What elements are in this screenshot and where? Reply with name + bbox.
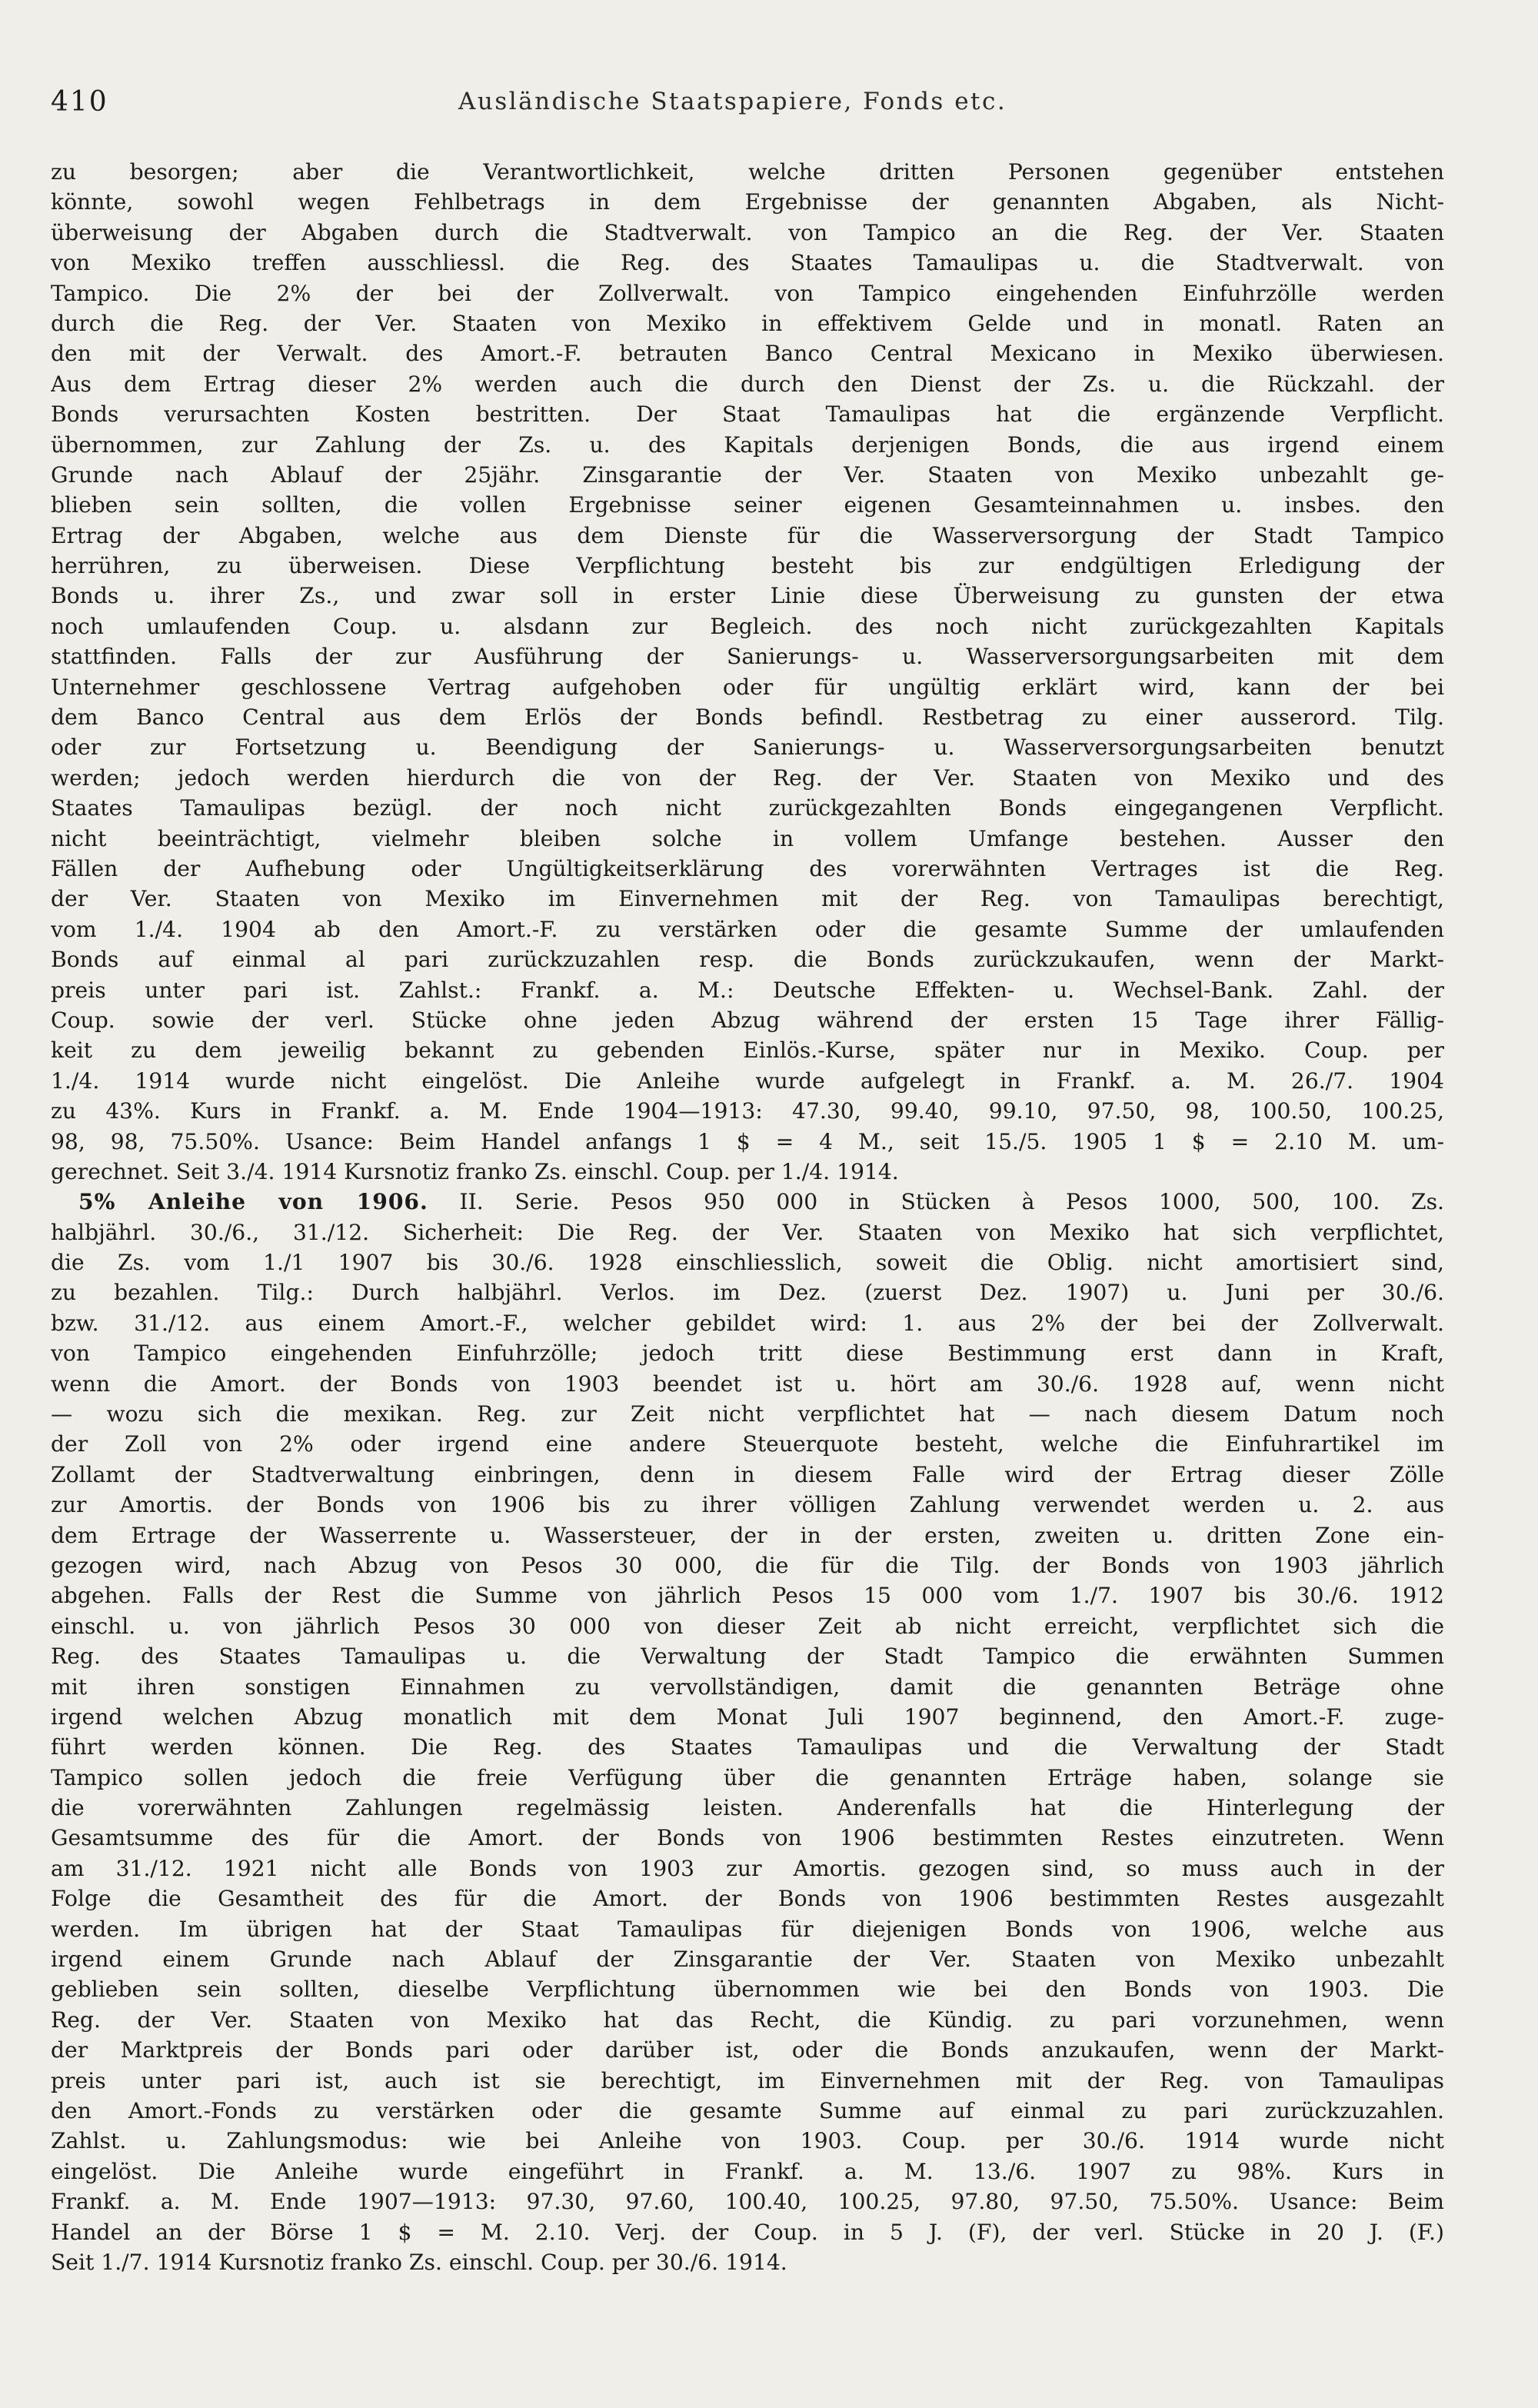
- text-line: gezogen wird, nach Abzug von Pesos 30 000, die für die Tilg. der Bonds von 1903 jährlich: [51, 1552, 1444, 1578]
- text-line: Bonds verursachten Kosten bestritten. Der Staat Tamaulipas hat die ergänzende Verpflicht.: [51, 401, 1444, 428]
- text-line: 1./4. 1914 wurde nicht eingelöst. Die Anleihe wurde aufgelegt in Frankf. a. M. 26./7. 1904: [51, 1067, 1444, 1094]
- text-line: der Marktpreis der Bonds pari oder darüber ist, oder die Bonds anzukaufen, wenn der Markt-: [51, 2037, 1444, 2063]
- text-line: zu bezahlen. Tilg.: Durch halbjährl. Verlos. im Dez. (zuerst Dez. 1907) u. Juni per 30./6.: [51, 1280, 1444, 1306]
- page-header: [51, 86, 1481, 129]
- body-text: [51, 157, 1444, 2277]
- section-title: 5% Anleihe von 1906.: [78, 1189, 428, 1215]
- text-line: zur Amortis. der Bonds von 1906 bis zu ihrer völligen Zahlung verwendet werden u. 2. aus: [51, 1492, 1444, 1518]
- text-line: Folge die Gesamtheit des für die Amort. der Bonds von 1906 bestimmten Restes ausgezahlt: [51, 1886, 1444, 1912]
- text-line: noch umlaufenden Coup. u. alsdann zur Begleich. des noch nicht zurückgezahlten Kapitals: [51, 613, 1444, 639]
- page-number: 410: [51, 86, 108, 118]
- text-line: von Mexiko treffen ausschliessl. die Reg. des Staates Tamaulipas u. die Stadtverwalt. von: [51, 250, 1444, 276]
- text-line: Aus dem Ertrag dieser 2% werden auch die durch den Dienst der Zs. u. die Rückzahl. der: [51, 371, 1444, 397]
- text-line: Fällen der Aufhebung oder Ungültigkeitserklärung des vorerwähnten Vertrages ist die Reg.: [51, 855, 1444, 881]
- text-line: könnte, sowohl wegen Fehlbetrags in dem Ergebnisse der genannten Abgaben, als Nicht-: [51, 189, 1444, 215]
- text-line: überweisung der Abgaben durch die Stadtverwalt. von Tampico an die Reg. der Ver. Staaten: [51, 219, 1444, 245]
- text-line: übernommen, zur Zahlung der Zs. u. des Kapitals derjenigen Bonds, die aus irgend einem: [51, 431, 1444, 458]
- text-line: der Ver. Staaten von Mexiko im Einvernehmen mit der Reg. von Tamaulipas berechtigt,: [51, 886, 1444, 912]
- text-line: irgend welchen Abzug monatlich mit dem Monat Juli 1907 beginnend, den Amort.-F. zuge-: [51, 1704, 1444, 1730]
- text-line: dem Ertrage der Wasserrente u. Wassersteuer, der in der ersten, zweiten u. dritten Zone ein-: [51, 1522, 1444, 1548]
- text-line: — wozu sich die mexikan. Reg. zur Zeit nicht verpflichtet hat — nach diesem Datum noch: [51, 1401, 1444, 1427]
- text-line: dem Banco Central aus dem Erlös der Bonds befindl. Restbetrag zu einer ausserord. Tilg.: [51, 704, 1444, 731]
- text-line: Seit 1./7. 1914 Kursnotiz franko Zs. einschl. Coup. per 30./6. 1914.: [51, 2249, 787, 2275]
- text-line: stattfinden. Falls der zur Ausführung der Sanierungs- u. Wasserversorgungsarbeiten mit dem: [51, 644, 1444, 670]
- text-line: geblieben sein sollten, dieselbe Verpflichtung übernommen wie bei den Bonds von 1903. Die: [51, 1977, 1444, 2003]
- text-line: werden; jedoch werden hierdurch die von der Reg. der Ver. Staaten von Mexiko und des: [51, 764, 1444, 791]
- text-line: eingelöst. Die Anleihe wurde eingeführt in Frankf. a. M. 13./6. 1907 zu 98%. Kurs in: [51, 2158, 1444, 2184]
- text-line: Grunde nach Ablauf der 25jähr. Zinsgarantie der Ver. Staaten von Mexiko unbezahlt ge-: [51, 461, 1444, 488]
- text-line: Ertrag der Abgaben, welche aus dem Dienste für die Wasserversorgung der Stadt Tampico: [51, 522, 1444, 548]
- text-line: preis unter pari ist. Zahlst.: Frankf. a. M.: Deutsche Effekten- u. Wechsel-Bank. Zahl. der: [51, 977, 1444, 1003]
- text-line: herrühren, zu überweisen. Diese Verpflichtung besteht bis zur endgültigen Erledigung der: [51, 553, 1444, 579]
- text-line: abgehen. Falls der Rest die Summe von jährlich Pesos 15 000 vom 1./7. 1907 bis 30./6. 1912: [51, 1583, 1444, 1609]
- text-line: Coup. sowie der verl. Stücke ohne jeden Abzug während der ersten 15 Tage ihrer Fällig-: [51, 1007, 1444, 1033]
- text-line: Gesamtsumme des für die Amort. der Bonds von 1906 bestimmten Restes einzutreten. Wenn: [51, 1825, 1444, 1851]
- text-line: bzw. 31./12. aus einem Amort.-F., welcher gebildet wird: 1. aus 2% der bei der Zollverwalt.: [51, 1310, 1444, 1336]
- text-line: zu besorgen; aber die Verantwortlichkeit, welche dritten Personen gegenüber entstehen: [51, 159, 1444, 185]
- text-line: werden. Im übrigen hat der Staat Tamaulipas für diejenigen Bonds von 1906, welche aus: [51, 1916, 1444, 1942]
- text-line: 98, 98, 75.50%. Usance: Beim Handel anfangs 1 $ = 4 M., seit 15./5. 1905 1 $ = 2.10 M. um-: [51, 1128, 1444, 1154]
- text-line: Zollamt der Stadtverwaltung einbringen, denn in diesem Falle wird der Ertrag dieser Zölle: [51, 1461, 1444, 1487]
- text-line: oder zur Fortsetzung u. Beendigung der Sanierungs- u. Wasserversorgungsarbeiten benutzt: [51, 734, 1444, 761]
- text-line: Bonds auf einmal al pari zurückzuzahlen resp. die Bonds zurückzukaufen, wenn der Markt-: [51, 947, 1444, 973]
- text-line: preis unter pari ist, auch ist sie berechtigt, im Einvernehmen mit der Reg. von Tamaulipas: [51, 2067, 1444, 2093]
- text-line: die Zs. vom 1./1 1907 bis 30./6. 1928 einschliesslich, soweit die Oblig. nicht amortisiert sind,: [51, 1250, 1444, 1276]
- text-line: der Zoll von 2% oder irgend eine andere Steuerquote besteht, welche die Einfuhrartikel im: [51, 1431, 1444, 1457]
- line-text: II. Serie. Pesos 950 000 in Stücken à Pesos 1000, 500, 100. Zs.: [459, 1189, 1444, 1215]
- text-line: von Tampico eingehenden Einfuhrzölle; jedoch tritt diese Bestimmung erst dann in Kraft,: [51, 1341, 1444, 1367]
- text-line: den mit der Verwalt. des Amort.-F. betrauten Banco Central Mexicano in Mexiko überwiesen.: [51, 341, 1444, 367]
- text-line: Handel an der Börse 1 $ = M. 2.10. Verj. der Coup. in 5 J. (F), der verl. Stücke in 20 J. (F.): [51, 2219, 1444, 2245]
- text-line: nicht beeinträchtigt, vielmehr bleiben solche in vollem Umfange bestehen. Ausser den: [51, 825, 1444, 851]
- text-line: gerechnet. Seit 3./4. 1914 Kursnotiz franko Zs. einschl. Coup. per 1./4. 1914.: [51, 1158, 899, 1184]
- text-line: einschl. u. von jährlich Pesos 30 000 von dieser Zeit ab nicht erreicht, verpflichtet sich die: [51, 1613, 1444, 1639]
- text-line: Frankf. a. M. Ende 1907—1913: 97.30, 97.60, 100.40, 100.25, 97.80, 97.50, 75.50%. Usance: Beim: [51, 2189, 1444, 2215]
- text-line: irgend einem Grunde nach Ablauf der Zinsgarantie der Ver. Staaten von Mexiko unbezahlt: [51, 1947, 1444, 1973]
- text-line: halbjährl. 30./6., 31./12. Sicherheit: Die Reg. der Ver. Staaten von Mexiko hat sich verpflichtet,: [51, 1219, 1444, 1245]
- text-line: Staates Tamaulipas bezügl. der noch nicht zurückgezahlten Bonds eingegangenen Verpflicht.: [51, 795, 1444, 821]
- text-line: Tampico sollen jedoch die freie Verfügung über die genannten Erträge haben, solange sie: [51, 1764, 1444, 1790]
- text-line: Tampico. Die 2% der bei der Zollverwalt. von Tampico eingehenden Einfuhrzölle werden: [51, 280, 1444, 306]
- running-title: Ausländische Staatspapiere, Fonds etc.: [458, 88, 1007, 115]
- text-line: Unternehmer geschlossene Vertrag aufgehoben oder für ungültig erklärt wird, kann der bei: [51, 674, 1444, 700]
- text-line: führt werden können. Die Reg. des Staates Tamaulipas und die Verwaltung der Stadt: [51, 1734, 1444, 1760]
- text-line: die vorerwähnten Zahlungen regelmässig leisten. Anderenfalls hat die Hinterlegung der: [51, 1795, 1444, 1821]
- text-line: Reg. des Staates Tamaulipas u. die Verwaltung der Stadt Tampico die erwähnten Summen: [51, 1644, 1444, 1670]
- text-line: mit ihren sonstigen Einnahmen zu vervollständigen, damit die genannten Beträge ohne: [51, 1674, 1444, 1700]
- text-line: blieben sein sollten, die vollen Ergebnisse seiner eigenen Gesamteinnahmen u. insbes. den: [51, 492, 1444, 518]
- text-line: keit zu dem jeweilig bekannt zu gebenden Einlös.-Kurse, später nur in Mexiko. Coup. per: [51, 1037, 1444, 1064]
- text-line: Bonds u. ihrer Zs., und zwar soll in erster Linie diese Überweisung zu gunsten der etwa: [51, 583, 1444, 609]
- text-line: wenn die Amort. der Bonds von 1903 beendet ist u. hört am 30./6. 1928 auf, wenn nicht: [51, 1371, 1444, 1397]
- text-line: Zahlst. u. Zahlungsmodus: wie bei Anleihe von 1903. Coup. per 30./6. 1914 wurde nicht: [51, 2128, 1444, 2154]
- text-line: durch die Reg. der Ver. Staaten von Mexiko in effektivem Gelde und in monatl. Raten an: [51, 310, 1444, 336]
- text-line: vom 1./4. 1904 ab den Amort.-F. zu verstärken oder die gesamte Summe der umlaufenden: [51, 916, 1444, 942]
- text-line: Reg. der Ver. Staaten von Mexiko hat das Recht, die Kündig. zu pari vorzunehmen, wenn: [51, 2007, 1444, 2033]
- text-line: den Amort.-Fonds zu verstärken oder die gesamte Summe auf einmal zu pari zurückzuzahlen.: [51, 2098, 1444, 2123]
- text-line: [51, 1187, 1444, 1217]
- text-line: zu 43%. Kurs in Frankf. a. M. Ende 1904—1913: 47.30, 99.40, 99.10, 97.50, 98, 100.50, 100.25,: [51, 1098, 1444, 1124]
- text-line: am 31./12. 1921 nicht alle Bonds von 1903 zur Amortis. gezogen sind, so muss auch in der: [51, 1855, 1444, 1881]
